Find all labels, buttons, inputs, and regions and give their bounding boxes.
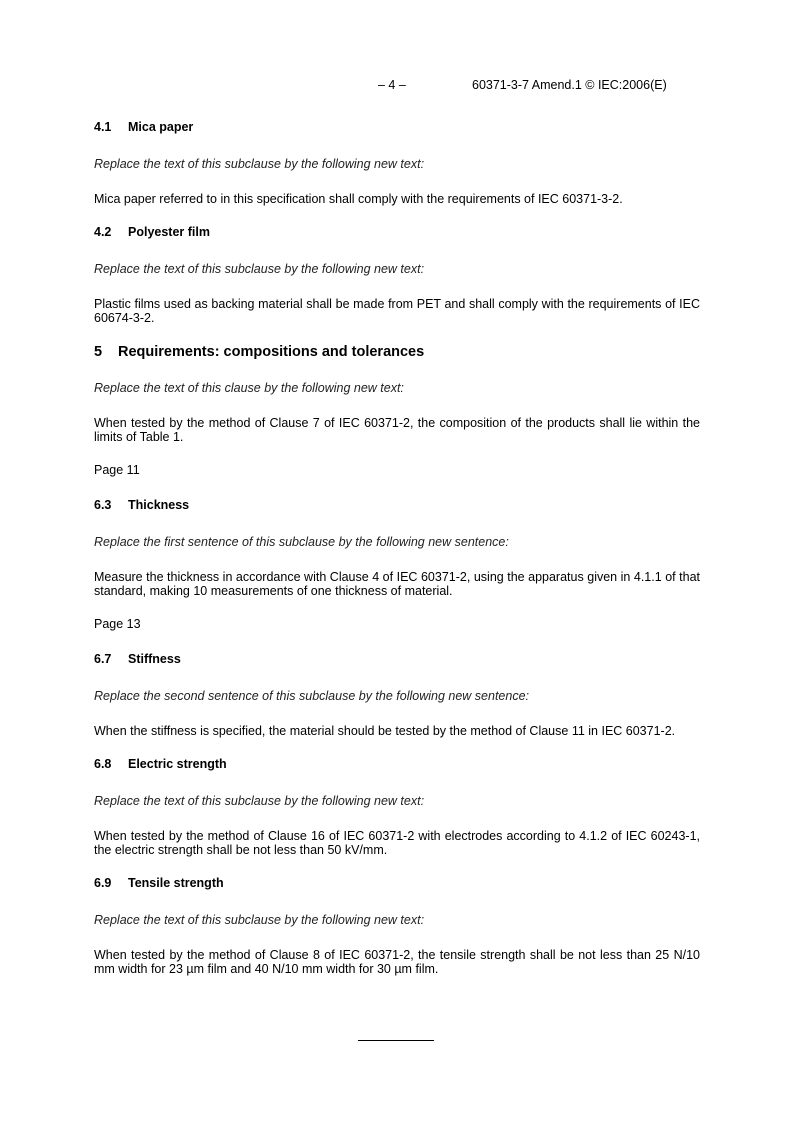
section-heading (94, 757, 700, 772)
section-6-8 (94, 757, 700, 857)
clause-title: Requirements: compositions and tolerances (118, 344, 425, 360)
document-body (94, 120, 700, 995)
section-heading (94, 876, 700, 891)
section-title: Mica paper (128, 120, 194, 134)
section-heading (94, 498, 700, 513)
section-5 (94, 344, 700, 444)
page-header (0, 78, 793, 94)
section-heading (94, 652, 700, 667)
page-reference: Page 13 (94, 617, 141, 631)
amendment-instruction: Replace the text of this subclause by the following new text: (94, 157, 425, 171)
section-number: 4.2 (94, 225, 112, 239)
clause-heading (94, 344, 700, 361)
clause-number: 5 (94, 344, 103, 360)
section-text: When tested by the method of Clause 16 of IEC 60371-2 with electrodes according to 4.1.2 of IEC 60243-1, the electric strength shall be not less than 50 kV/mm. (94, 829, 700, 857)
amendment-instruction: Replace the text of this clause by the following new text: (94, 381, 404, 395)
amendment-instruction: Replace the text of this subclause by the following new text: (94, 262, 425, 276)
section-number: 6.9 (94, 876, 112, 890)
section-heading (94, 225, 700, 240)
section-text: When the stiffness is specified, the material should be tested by the method of Clause 11 in IEC 60371-2. (94, 724, 676, 738)
amendment-instruction: Replace the text of this subclause by the following new text: (94, 913, 425, 927)
section-text: When tested by the method of Clause 7 of IEC 60371-2, the composition of the products shall lie within the limits of Table 1. (94, 416, 700, 444)
section-6-7 (94, 652, 700, 738)
page-reference: Page 11 (94, 463, 140, 477)
section-title: Tensile strength (128, 876, 224, 890)
section-heading (94, 120, 700, 135)
section-number: 6.7 (94, 652, 112, 666)
document-identifier: 60371-3-7 Amend.1 © IEC:2006(E) (472, 78, 667, 92)
page-number: – 4 – (378, 78, 406, 92)
section-text: Plastic films used as backing material shall be made from PET and shall comply with the requirements of IEC 60674-3-2. (94, 297, 700, 325)
section-title: Electric strength (128, 757, 227, 771)
section-4-1 (94, 120, 700, 206)
section-number: 6.3 (94, 498, 112, 512)
section-4-2 (94, 225, 700, 325)
section-text: Measure the thickness in accordance with Clause 4 of IEC 60371-2, using the apparatus given in 4.1.1 of that standard, making 10 measurements of one thickness of material. (94, 570, 700, 598)
section-number: 6.8 (94, 757, 112, 771)
section-title: Stiffness (128, 652, 181, 666)
end-of-document-rule (358, 1040, 434, 1041)
amendment-instruction: Replace the second sentence of this subclause by the following new sentence: (94, 689, 529, 703)
section-text: When tested by the method of Clause 8 of IEC 60371-2, the tensile strength shall be not less than 25 N/10 mm width for 23 µm film and 40 N/10 mm width for 30 µm film. (94, 948, 700, 976)
section-6-3 (94, 498, 700, 598)
section-number: 4.1 (94, 120, 112, 134)
section-title: Polyester film (128, 225, 210, 239)
amendment-instruction: Replace the text of this subclause by the following new text: (94, 794, 425, 808)
section-text: Mica paper referred to in this specification shall comply with the requirements of IEC 60371-3-2. (94, 192, 623, 206)
section-6-9 (94, 876, 700, 976)
amendment-instruction: Replace the first sentence of this subclause by the following new sentence: (94, 535, 509, 549)
section-title: Thickness (128, 498, 190, 512)
